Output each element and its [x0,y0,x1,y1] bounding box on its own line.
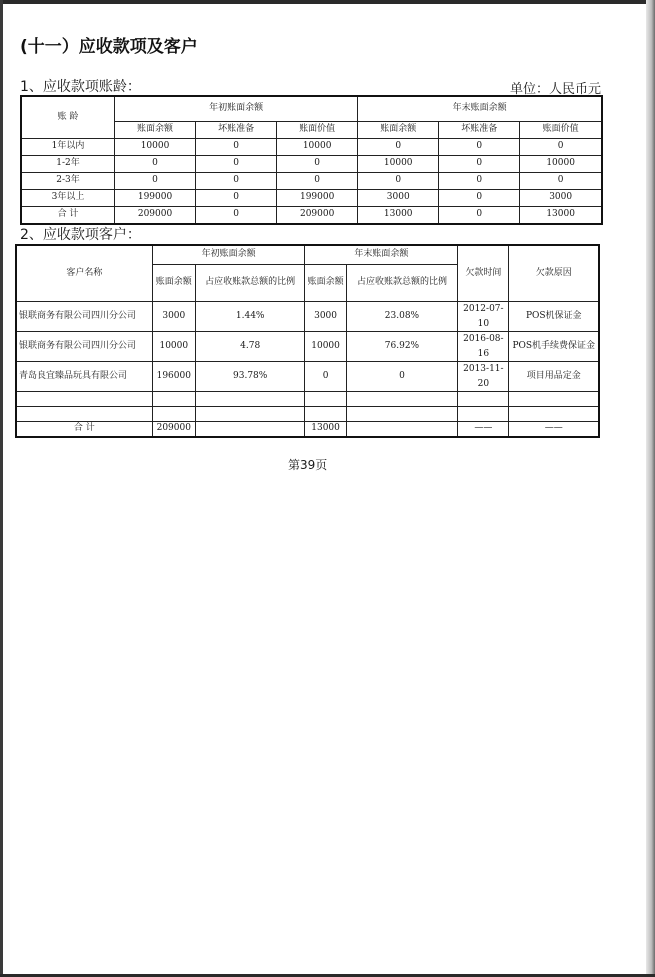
customers-group-end: 年末账面余额 [305,245,458,265]
aging-group-end: 年末账面余额 [358,96,602,122]
table-total-row [21,207,602,225]
customer-name-cell: 银联商务有限公司四川分公司 [16,302,152,332]
table-total-row [16,422,599,438]
aging-cell: 1-2年 [21,156,115,173]
customers-table [15,244,600,438]
table-row [21,173,602,190]
aging-cell: 199000 [277,190,358,207]
customer-cell: 10000 [152,332,195,362]
aging-cell: 0 [358,173,439,190]
customer-cell: 3000 [152,302,195,332]
table-row [21,156,602,173]
customer-cell: 项目用品定金 [509,362,599,392]
scan-border-right [646,0,655,977]
customer-cell: POS机保证金 [509,302,599,332]
aging-cell: 合 计 [21,207,115,225]
page-number: 第39页 [288,458,328,472]
customers-sub-ratio: 占应收账款总额的比例 [195,265,305,302]
aging-sub-header: 账面余额 [358,122,439,139]
aging-cell: 0 [439,190,520,207]
customer-cell: 0 [346,362,458,392]
aging-subheading: 1、应收款项账龄： [20,79,141,95]
aging-cell: 10000 [358,156,439,173]
customers-group-begin: 年初账面余额 [152,245,305,265]
customer-cell: 0 [305,362,346,392]
aging-cell: 0 [277,173,358,190]
aging-sub-header: 账面价值 [277,122,358,139]
table-row [16,302,599,332]
aging-sub-header: 账面余额 [115,122,196,139]
aging-cell: 0 [520,139,602,156]
aging-group-begin: 年初账面余额 [115,96,358,122]
customers-col-reason: 欠款原因 [509,245,599,302]
customer-cell: 3000 [305,302,346,332]
customers-sub-balance: 账面余额 [305,265,346,302]
customers-sub-ratio: 占应收账款总额的比例 [346,265,458,302]
aging-cell: 209000 [115,207,196,225]
aging-cell: 10000 [277,139,358,156]
aging-cell: 199000 [115,190,196,207]
aging-cell: 0 [115,156,196,173]
aging-cell: 0 [196,173,277,190]
aging-cell: 0 [196,156,277,173]
customer-cell: 2013-11-20 [458,362,509,392]
aging-cell: 0 [277,156,358,173]
customer-cell: POS机手续费保证金 [509,332,599,362]
aging-cell: 0 [196,190,277,207]
scan-border-left [0,0,3,977]
customer-cell: 10000 [305,332,346,362]
table-empty-row [16,407,599,422]
customer-cell: 2012-07-10 [458,302,509,332]
customer-cell: 4.78 [195,332,305,362]
customer-name-cell: 银联商务有限公司四川分公司 [16,332,152,362]
customer-cell: 1.44% [195,302,305,332]
customer-total-end: 13000 [305,422,346,438]
aging-cell: 2-3年 [21,173,115,190]
customer-cell: 93.78% [195,362,305,392]
aging-cell: 13000 [520,207,602,225]
customer-total-label: 合 计 [16,422,152,438]
customer-cell: 76.92% [346,332,458,362]
customer-cell: 2016-08-16 [458,332,509,362]
customer-total-date: —— [458,422,509,438]
customer-cell: 196000 [152,362,195,392]
aging-cell: 209000 [277,207,358,225]
aging-col-account: 账 龄 [21,96,115,139]
scan-border-top [0,0,655,4]
customer-name-cell: 青岛良宜臻品玩具有限公司 [16,362,152,392]
aging-cell: 13000 [358,207,439,225]
customers-subheading: 2、应收款项客户： [20,227,141,243]
aging-cell: 3000 [358,190,439,207]
aging-cell: 0 [520,173,602,190]
customers-sub-balance: 账面余额 [152,265,195,302]
section-heading: (十一）应收款项及客户 [20,37,198,57]
aging-sub-header: 账面价值 [520,122,602,139]
aging-cell: 10000 [115,139,196,156]
currency-unit: 单位：人民币元 [510,82,602,97]
customer-total-reason: —— [509,422,599,438]
table-row [21,139,602,156]
aging-cell: 0 [196,139,277,156]
aging-cell: 10000 [520,156,602,173]
table-row [16,332,599,362]
aging-cell: 3年以上 [21,190,115,207]
aging-cell: 0 [358,139,439,156]
aging-sub-header: 坏账准备 [196,122,277,139]
table-empty-row [16,392,599,407]
aging-table [20,95,603,225]
aging-cell: 0 [196,207,277,225]
aging-cell: 0 [439,173,520,190]
aging-cell: 0 [439,156,520,173]
table-row [21,190,602,207]
aging-cell: 0 [439,139,520,156]
aging-cell: 0 [115,173,196,190]
table-row [16,362,599,392]
aging-sub-header: 坏账准备 [439,122,520,139]
customers-col-name: 客户名称 [16,245,152,302]
aging-cell: 0 [439,207,520,225]
aging-cell: 3000 [520,190,602,207]
customer-cell: 23.08% [346,302,458,332]
customer-total-begin: 209000 [152,422,195,438]
customers-col-date: 欠款时间 [458,245,509,302]
aging-cell: 1年以内 [21,139,115,156]
